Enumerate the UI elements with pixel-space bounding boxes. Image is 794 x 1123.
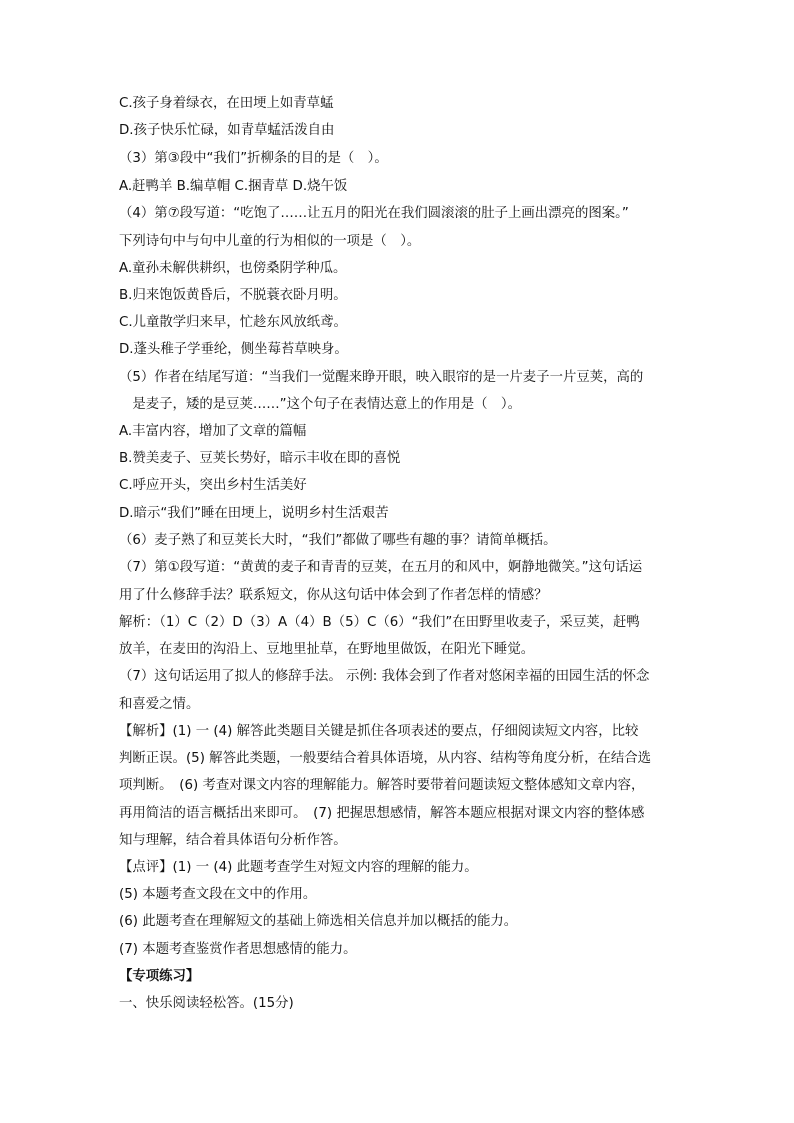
question-3: （3）第③段中“我们”折柳条的目的是（ ）。 [119,151,388,166]
question-6: （6）麦子熟了和豆荚长大时，“我们”都做了哪些有趣的事？请简单概括。 [119,533,557,548]
analysis-line-2: 判断正误。(5) 解答此类题，一般要结合着具体语境，从内容、结构等角度分析，在结合选 [119,751,652,766]
answer-line-3: （7）这句话运用了拟人的修辞手法。 示例: 我体会到了作者对悠闲幸福的田园生活的怀念 [119,669,650,684]
answer-line-2: 放羊，在麦田的沟沿上、豆地里扯草，在野地里做饭，在阳光下睡觉。 [119,642,535,657]
question-4: （4）第⑦段写道：“吃饱了……让五月的阳光在我们圆滚滚的肚子上画出漂亮的图案。” [119,206,629,221]
analysis-line-5: 知与理解，结合着具体语句分析作答。 [119,833,347,848]
option-line-c: C.孩子身着绿衣，在田埂上如青草蜢 [119,96,334,111]
section-heading: 【专项练习】 [119,969,200,984]
answer-line-1: 解析：（1）C（2）D（3）A（4）B（5）C（6）“我们”在田野里收麦子，采豆荚，赶鸭 [119,615,640,630]
question-4-prompt: 下列诗句中与句中儿童的行为相似的一项是（ ）。 [119,234,421,249]
question-7-continued: 用了什么修辞手法？联系短文，你从这句话中体会到了作者怎样的情感？ [119,588,548,603]
question-4-option-a: A.童孙未解供耕织，也傍桑阴学种瓜。 [119,261,347,276]
analysis-line-1: 【解析】(1) 一 (4) 解答此类题目关键是抓住各项表述的要点，仔细阅读短文内容，比较 [119,724,639,739]
question-5: （5）作者在结尾写道：“当我们一觉醒来睁开眼，映入眼帘的是一片麦子一片豆荚，高的 [119,370,644,385]
question-4-option-c: C.儿童散学归来早，忙趁东风放纸鸢。 [119,315,347,330]
question-5-option-b: B.赞美麦子、豆荚长势好，暗示丰收在即的喜悦 [119,451,401,466]
question-4-option-b: B.归来饱饭黄昏后，不脱蓑衣卧月明。 [119,288,347,303]
question-5-option-a: A.丰富内容，增加了文章的篇幅 [119,424,307,439]
question-7: （7）第①段写道：“黄黄的麦子和青青的豆荚，在五月的和风中，婀静地微笑。”这句话运 [119,560,643,575]
comment-line-2: (5) 本题考查文段在文中的作用。 [119,887,317,902]
question-5-option-c: C.呼应开头，突出乡村生活美好 [119,478,307,493]
comment-line-4: (7) 本题考查鉴赏作者思想感情的能力。 [119,942,357,957]
comment-line-1: 【点评】(1) 一 (4) 此题考查学生对短文内容的理解的能力。 [119,860,478,875]
question-5-continued: 是麦子，矮的是豆荚……”这个句子在表情达意上的作用是（ ）。 [119,397,521,412]
question-4-option-d: D.蓬头稚子学垂纶，侧坐莓苔草映身。 [119,342,348,357]
option-line-d: D.孩子快乐忙碌，如青草蜢活泼自由 [119,123,335,138]
question-3-options: A.赶鸭羊 B.编草帽 C.捆青草 D.烧午饭 [119,179,348,194]
analysis-line-4: 再用简洁的语言概括出来即可。 (7) 把握思想感情，解答本题应根据对课文内容的整体感 [119,806,645,821]
comment-line-3: (6) 此题考查在理解短文的基础上筛选相关信息并加以概括的能力。 [119,914,518,929]
exercise-title: 一、快乐阅读轻松答。(15分) [119,996,294,1011]
analysis-line-3: 项判断。 (6) 考查对课文内容的理解能力。解答时要带着问题读短文整体感知文章内容， [119,778,645,793]
question-5-option-d: D.暗示“我们”睡在田埂上，说明乡村生活艰苦 [119,506,389,521]
answer-line-4: 和喜爱之情。 [119,697,200,712]
